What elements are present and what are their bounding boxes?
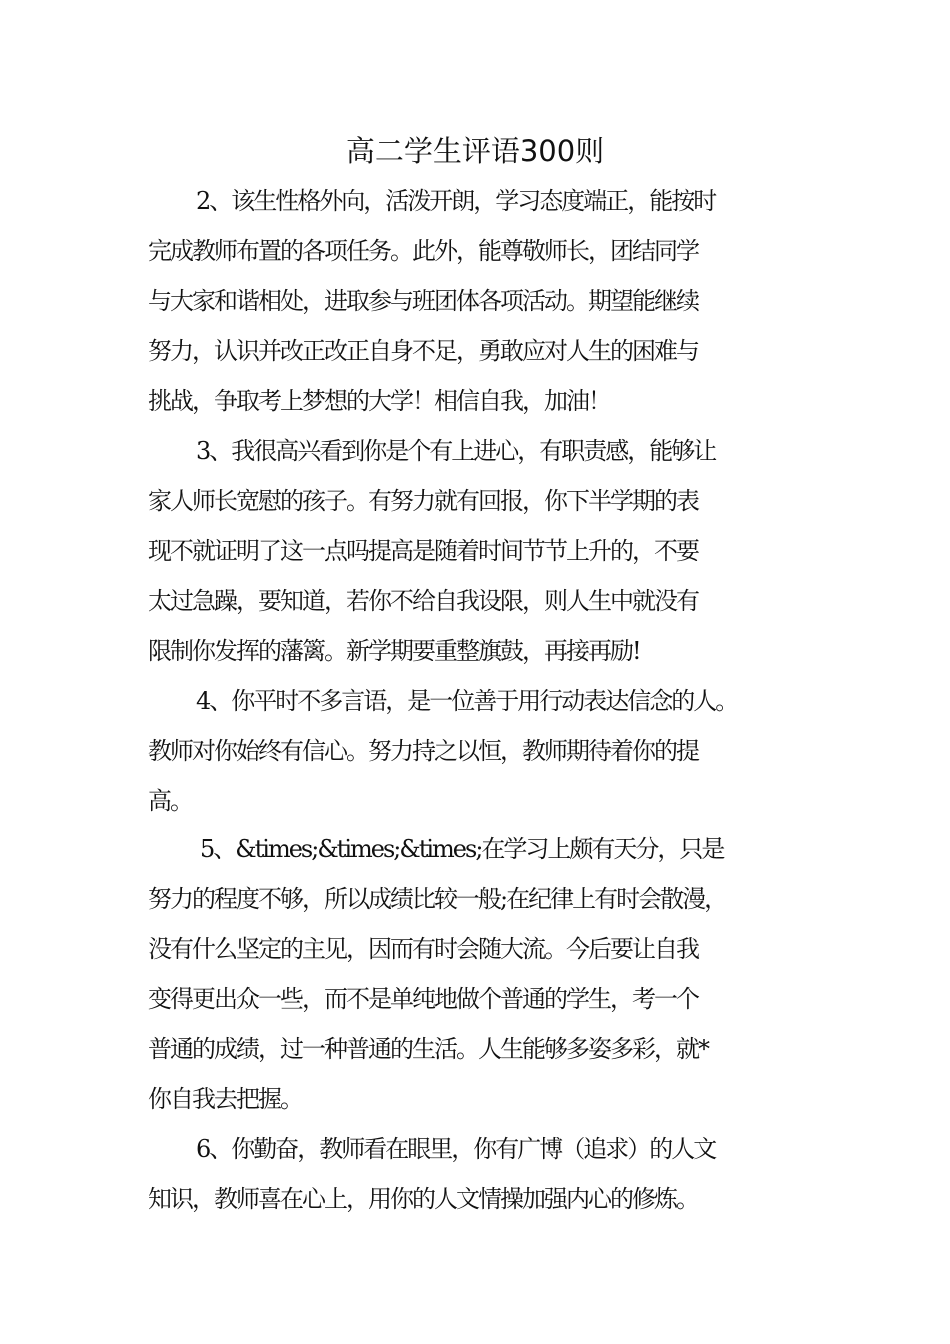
paragraph-5-line-2: 努力的程度不够，所以成绩比较一般;在纪律上有时会散漫， <box>148 885 727 913</box>
paragraph-5-line-5: 普通的成绩，过一种普通的生活。人生能够多姿多彩，就* <box>148 1035 708 1063</box>
paragraph-3-line-4: 太过急躁，要知道，若你不给自我设限，则人生中就没有 <box>148 587 698 615</box>
paragraph-2-line-1: 2、该生性格外向，活泼开朗，学习态度端正，能按时 <box>196 187 716 215</box>
document-title: 高二学生评语300则 <box>345 134 605 168</box>
paragraph-6-line-1: 6、你勤奋，教师看在眼里，你有广博（追求）的人文 <box>196 1135 716 1163</box>
paragraph-4-line-2: 教师对你始终有信心。努力持之以恒，教师期待着你的提 <box>148 737 698 765</box>
paragraph-3-line-2: 家人师长宽慰的孩子。有努力就有回报，你下半学期的表 <box>148 487 698 515</box>
paragraph-6-line-2: 知识，教师喜在心上，用你的人文情操加强内心的修炼。 <box>148 1185 698 1213</box>
paragraph-5-line-1: 5、&times;&times;&times;在学习上颇有天分，只是 <box>200 835 724 863</box>
paragraph-3-line-1: 3、我很高兴看到你是个有上进心，有职责感，能够让 <box>196 437 716 465</box>
paragraph-2-line-5: 挑战，争取考上梦想的大学！相信自我，加油！ <box>148 387 610 415</box>
paragraph-2-line-3: 与大家和谐相处，进取参与班团体各项活动。期望能继续 <box>148 287 698 315</box>
paragraph-3-line-5: 限制你发挥的藩篱。新学期要重整旗鼓，再接再励! <box>148 637 640 665</box>
paragraph-4-line-1: 4、你平时不多言语，是一位善于用行动表达信念的人。 <box>196 687 738 715</box>
paragraph-5-line-6: 你自我去把握。 <box>148 1085 302 1113</box>
paragraph-4-line-3: 高。 <box>148 787 192 815</box>
paragraph-5-line-3: 没有什么坚定的主见，因而有时会随大流。今后要让自我 <box>148 935 698 963</box>
paragraph-2-line-4: 努力，认识并改正改正自身不足，勇敢应对人生的困难与 <box>148 337 698 365</box>
paragraph-3-line-3: 现不就证明了这一点吗提高是随着时间节节上升的，不要 <box>148 537 698 565</box>
paragraph-5-line-4: 变得更出众一些，而不是单纯地做个普通的学生，考一个 <box>148 985 698 1013</box>
paragraph-2-line-2: 完成教师布置的各项任务。此外，能尊敬师长，团结同学 <box>148 237 698 265</box>
